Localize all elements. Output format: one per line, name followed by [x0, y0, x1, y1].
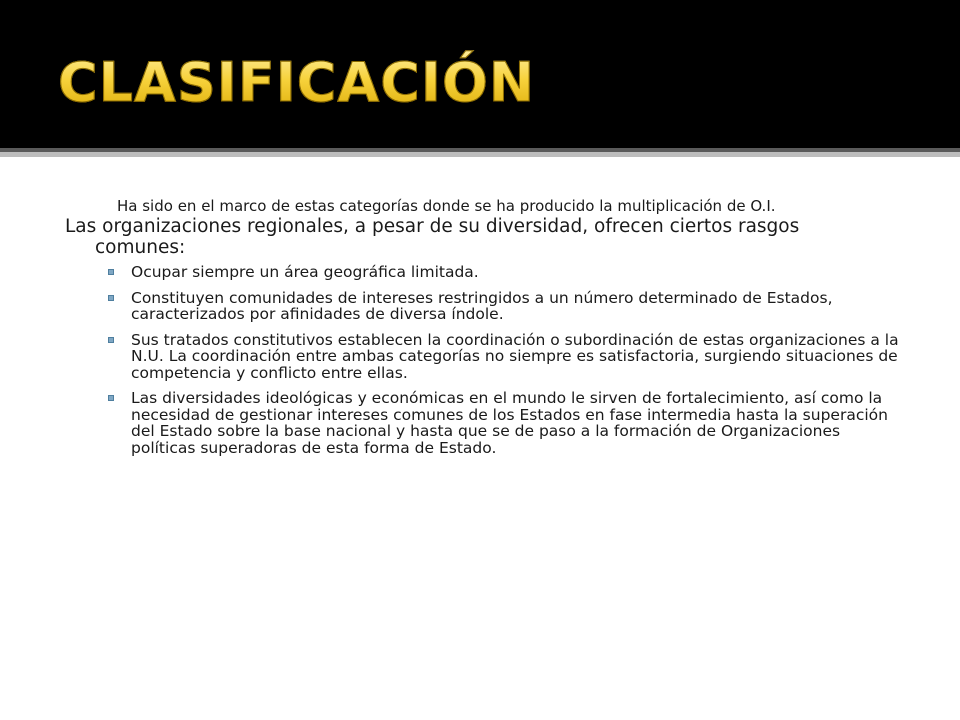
- bullet-text: Constituyen comunidades de intereses restringidos a un número determinado de Estados, caracterizados por afinidades de diversa índole.: [131, 288, 833, 323]
- square-bullet-icon: [108, 295, 114, 301]
- bullet-text: Las diversidades ideológicas y económicas en el mundo le sirven de fortalecimiento, así como la necesidad de gestionar intereses comunes de los Estados en fase intermedia hasta la superación del Estado sobre la base nacional y hasta que se de paso a la formación de Organizaciones políticas superadoras de esta forma de Estado.: [131, 389, 888, 457]
- bullet-item: [106, 264, 906, 281]
- title-divider-light: [0, 152, 960, 157]
- square-bullet-icon: [108, 395, 114, 401]
- slide-title: CLASIFICACIÓN: [58, 46, 535, 120]
- bullet-item: [106, 332, 906, 382]
- square-bullet-icon: [108, 269, 114, 275]
- title-bar: [0, 0, 960, 148]
- intro-paragraph: Ha sido en el marco de estas categorías donde se ha producido la multiplicación de O.I.: [117, 197, 776, 215]
- bullet-list: [106, 264, 906, 465]
- lead-line-2: comunes:: [95, 237, 186, 258]
- bullet-text: Ocupar siempre un área geográfica limitada.: [131, 263, 479, 281]
- lead-paragraph: [65, 216, 925, 258]
- bullet-item: [106, 390, 906, 456]
- bullet-text: Sus tratados constitutivos establecen la coordinación o subordinación de estas organizaciones a la N.U. La coordinación entre ambas categorías no siempre es satisfactoria, surgiendo situaciones de competencia y conflicto entre ellas.: [131, 330, 899, 382]
- bullet-item: [106, 290, 906, 323]
- lead-line-1: Las organizaciones regionales, a pesar de su diversidad, ofrecen ciertos rasgos: [65, 216, 800, 237]
- square-bullet-icon: [108, 337, 114, 343]
